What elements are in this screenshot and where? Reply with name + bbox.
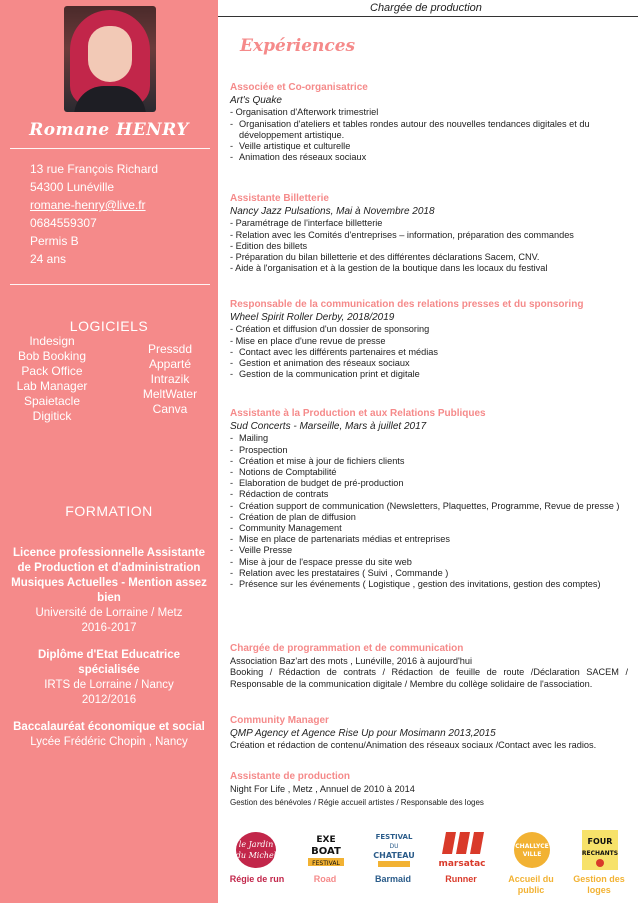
task-line: - Paramétrage de l'interface billetterie — [230, 218, 383, 229]
formation-item — [8, 720, 210, 750]
svg-text:marsatac: marsatac — [438, 859, 486, 869]
festival-label: Accueil du public — [508, 874, 554, 895]
years: 2016-2017 — [81, 622, 137, 634]
software-item: Digitick — [32, 409, 72, 423]
software-item: Lab Manager — [16, 379, 88, 393]
years: 2012/2016 — [81, 694, 137, 706]
task-bullet: - Mise en place de partenariats médias et entreprises — [230, 534, 628, 545]
task-bullet: - Veille artistique et culturelle — [230, 141, 628, 152]
software-item: Indesign — [29, 334, 75, 348]
task-bullet: - Prospection — [230, 445, 628, 456]
formation-title: FORMATION — [65, 503, 153, 519]
task-bullet: - Animation des réseaux sociaux — [230, 152, 628, 163]
experience-item — [230, 193, 628, 274]
task-bullet: - Community Management — [230, 523, 628, 534]
svg-text:du Michel: du Michel — [235, 851, 277, 860]
divider — [10, 148, 210, 149]
role-title: Community Manager — [230, 715, 329, 726]
task-bullet: - Création de plan de diffusion — [230, 512, 628, 523]
festival-label: Road — [313, 874, 337, 884]
email-link[interactable]: romane-henry@live.fr — [30, 198, 146, 212]
svg-text:le Jardin: le Jardin — [238, 840, 274, 849]
festival-label: Runner — [445, 874, 477, 884]
experience-item — [230, 643, 628, 690]
task-bullet: - Notions de Comptabilité — [230, 467, 628, 478]
job-title: Chargée de production — [370, 2, 482, 14]
divider — [218, 16, 638, 17]
svg-text:VILLE: VILLE — [522, 851, 542, 858]
task-bullet: - Elaboration de budget de pré-production — [230, 478, 628, 489]
degree: Diplôme d'Etat Educatrice spécialisée — [37, 649, 181, 676]
svg-text:CHALLYCE: CHALLYCE — [515, 843, 549, 850]
description: Association Baz'art des mots , Lunéville, 2016 à aujourd'hui — [230, 656, 473, 667]
task-line: - Edition des billets — [230, 240, 308, 251]
task-bullet: - Gestion de la communication print et digitale — [230, 369, 628, 380]
formation-list — [8, 546, 210, 762]
task-line: - Aide à l'organisation et à la gestion de la boutique dans les locaux du festival — [230, 263, 548, 274]
organization: Nancy Jazz Pulsations, Mai à Novembre 2018 — [230, 206, 435, 218]
svg-text:EXE: EXE — [316, 835, 336, 845]
divider — [10, 284, 210, 285]
experience-item — [230, 715, 628, 752]
task-bullet: - Rédaction de contrats — [230, 489, 628, 500]
software-item: Intrazik — [150, 372, 190, 386]
sidebar — [0, 0, 218, 903]
jardin-du-michel-logo — [230, 828, 282, 872]
school: Université de Lorraine / Metz — [35, 607, 183, 619]
festival-du-chateau-logo — [368, 828, 420, 872]
challyce-logo — [506, 828, 558, 872]
role-title: Associée et Co-organisatrice — [230, 82, 368, 93]
license-line: Permis B — [30, 234, 79, 248]
software-item: MeltWater — [142, 387, 198, 401]
task-bullet: - Contact avec les différents partenaires et médias — [230, 347, 628, 358]
svg-text:FOUR: FOUR — [587, 837, 613, 846]
festival-label: Régie de run — [229, 874, 285, 884]
svg-text:BOAT: BOAT — [311, 846, 341, 857]
task-line: - Création et diffusion d'un dossier de sponsoring — [230, 324, 430, 335]
organization: Art's Quake — [230, 95, 282, 107]
contact-info — [30, 160, 158, 268]
festival-label: Gestion des loges — [573, 874, 625, 895]
school: IRTS de Lorraine / Nancy — [44, 679, 174, 691]
task-bullet: - Mailing — [230, 433, 628, 444]
task-bullet: - Mise à jour de l'espace presse du site web — [230, 557, 628, 568]
svg-text:FESTIVAL: FESTIVAL — [375, 833, 413, 841]
degree: Licence professionnelle Assistante de Production et d'administration Musiques Actuelles - Mention assez bien — [11, 547, 207, 604]
organization: Sud Concerts - Marseille, Mars à juillet 2017 — [230, 421, 427, 433]
experience-title: Expériences — [240, 36, 356, 56]
four-rechants-logo — [574, 828, 626, 872]
organization: Wheel Spirit Roller Derby, 2018/2019 — [230, 312, 395, 324]
phone-line: 0684559307 — [30, 216, 97, 230]
experience-item — [230, 408, 628, 590]
task-bullet: - Gestion et animation des réseaux sociaux — [230, 358, 628, 369]
degree: Baccalauréat économique et social — [13, 721, 205, 733]
festival-label: Barmaid — [374, 874, 411, 884]
task-bullet: - Création support de communication (Newsletters, Plaquettes, Programme, Revue de presse ) — [230, 501, 628, 512]
role-title: Assistante Billetterie — [230, 193, 329, 204]
svg-text:FESTIVAL: FESTIVAL — [312, 860, 340, 867]
task-line: - Préparation du bilan billetterie et des différentes déclarations Sacem, CNV. — [230, 252, 540, 263]
software-item: Apparté — [148, 357, 192, 371]
task-line: - Organisation d'Afterwork trimestriel — [230, 107, 379, 118]
software-item: Canva — [152, 402, 188, 416]
address-line: 13 rue François Richard — [30, 162, 159, 176]
role-title: Chargée de programmation et de communication — [230, 643, 464, 654]
profile-name: Romane HENRY — [29, 120, 189, 140]
task-bullet: - Veille Presse — [230, 545, 628, 556]
task-bullet: - Création et mise à jour de fichiers clients — [230, 456, 628, 467]
experience-item — [230, 771, 628, 809]
school: Lycée Frédéric Chopin , Nancy — [30, 736, 188, 748]
organization: QMP Agency et Agence Rise Up pour Mosimann 2013,2015 — [230, 728, 496, 740]
experience-item — [230, 82, 628, 163]
description: Gestion des bénévoles / Régie accueil artistes / Responsable des loges — [230, 798, 484, 808]
experience-item — [230, 299, 628, 380]
software-list-left — [4, 334, 100, 424]
boat-festival-logo — [300, 828, 352, 872]
role-title: Assistante de production — [230, 771, 351, 782]
task-line: - Relation avec les Comités d'entreprises – information, préparation des commandes — [230, 229, 574, 240]
software-list-right — [122, 342, 218, 417]
task-bullet: - Relation avec les prestataires ( Suivi , Commande ) — [230, 568, 628, 579]
svg-text:RECHANTS: RECHANTS — [581, 850, 619, 857]
software-item: Spaietacle — [23, 394, 81, 408]
marsatac-logo — [436, 828, 488, 872]
svg-text:CHATEAU: CHATEAU — [373, 851, 415, 860]
festival-logos — [226, 828, 636, 900]
svg-text:DU: DU — [389, 843, 399, 850]
description: Création et rédaction de contenu/Animation des réseaux sociaux /Contact avec les radios. — [230, 740, 597, 751]
formation-item — [8, 546, 210, 636]
software-item: Pressdd — [147, 342, 193, 356]
task-line: - Mise en place d'une revue de presse — [230, 335, 386, 346]
formation-item — [8, 648, 210, 708]
software-item: Pack Office — [21, 364, 83, 378]
description: Booking / Rédaction de contrats / Rédaction de feuille de route /Déclaration SACEM / Responsable de la communication digitale / Membre du collège solidaire de l'association. — [230, 667, 628, 689]
task-bullet: - Organisation d'ateliers et tables rondes autour des nouvelles tendances digitales et du développement artistique. — [230, 119, 628, 141]
software-title: LOGICIELS — [69, 318, 149, 334]
description: Night For Life , Metz , Annuel de 2010 à 2014 — [230, 784, 415, 795]
task-bullet: - Présence sur les événements ( Logistique , gestion des invitations, gestion des comptes) — [230, 579, 628, 590]
software-item: Bob Booking — [17, 349, 87, 363]
role-title: Responsable de la communication des relations presses et du sponsoring — [230, 299, 584, 310]
avatar — [64, 6, 156, 112]
role-title: Assistante à la Production et aux Relations Publiques — [230, 408, 486, 419]
age-line: 24 ans — [30, 252, 67, 266]
city-line: 54300 Lunéville — [30, 180, 115, 194]
